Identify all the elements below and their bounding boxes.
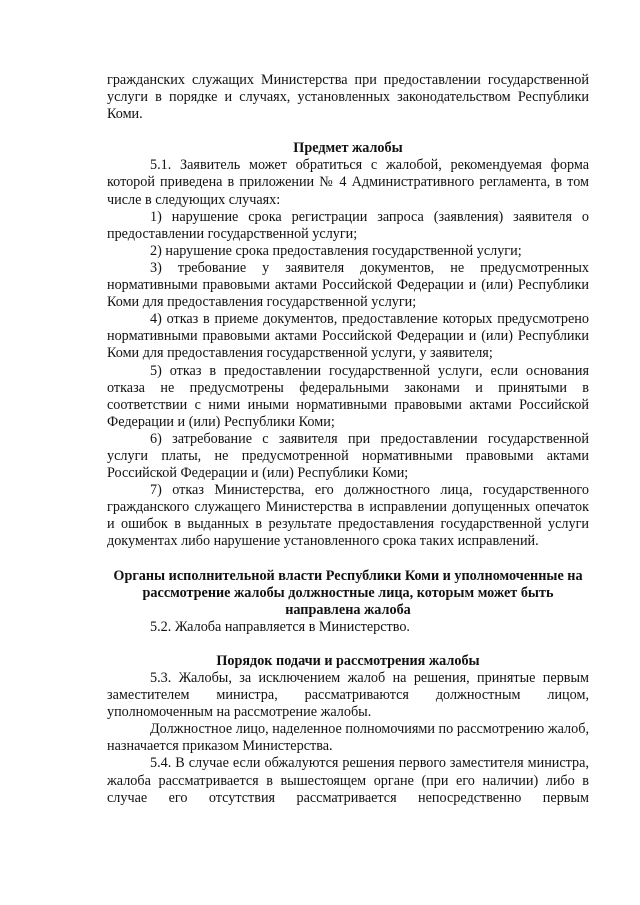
heading-authorities-line-3: направлена жалоба — [285, 601, 411, 618]
intro-paragraph: гражданских служащих Министерства при предоставлении государственной услуги в порядке и случаях, установленных законодательством Республики Коми. — [107, 72, 589, 123]
heading-filing-procedure: Порядок подачи и рассмотрения жалобы — [216, 652, 480, 669]
list-item: 1) нарушение срока регистрации запроса (заявления) заявителя о предоставлении государственной услуги; — [107, 208, 589, 242]
paragraph-5-1: 5.1. Заявитель может обратиться с жалобой, рекомендуемая форма которой приведена в приложении № 4 Административного регламента, в том числе в следующих случаях: — [107, 157, 589, 208]
list-item: 3) требование у заявителя документов, не предусмотренных нормативными правовыми актами Российской Федерации и (или) Республики Коми для предоставления государственной услуги; — [107, 259, 589, 311]
list-item: 7) отказ Министерства, его должностного лица, государственного гражданского служащего Министерства в исправлении допущенных опечаток и ошибок в выданных в результате предоставления государственной услуги документах либо нарушение установленного срока таких исправлений. — [107, 482, 589, 550]
heading-authorities-line-2: рассмотрение жалобы должностные лица, которым может быть — [142, 584, 554, 601]
list-item: 5) отказ в предоставлении государственной услуги, если основания отказа не предусмотрены федеральными законами и принятыми в соответствии с ними иными нормативными правовыми актами Российской Федерации и (или) Республики Коми; — [107, 362, 589, 430]
document-body — [107, 72, 589, 807]
heading-complaint-subject: Предмет жалобы — [293, 140, 403, 157]
paragraph-official: Должностное лицо, наделенное полномочиями по рассмотрению жалоб, назначается приказом Министерства. — [107, 721, 589, 755]
heading-authorities-line-1: Органы исполнительной власти Республики Коми и уполномоченные на — [113, 567, 583, 584]
list-item: 2) нарушение срока предоставления государственной услуги; — [150, 242, 522, 259]
paragraph-5-2: 5.2. Жалоба направляется в Министерство. — [150, 618, 410, 635]
paragraph-5-3: 5.3. Жалобы, за исключением жалоб на решения, принятые первым заместителем министра, рассматриваются должностным лицом, уполномоченным на рассмотрение жалобы. — [107, 670, 589, 721]
list-item: 4) отказ в приеме документов, предоставление которых предусмотрено нормативными правовыми актами Российской Федерации и (или) Республики Коми для предоставления государственной услуги, у заявителя; — [107, 311, 589, 362]
list-item: 6) затребование с заявителя при предоставлении государственной услуги платы, не предусмотренной нормативными правовыми актами Российской Федерации и (или) Республики Коми; — [107, 430, 589, 482]
paragraph-5-4: 5.4. В случае если обжалуются решения первого заместителя министра, жалоба рассматривается в вышестоящем органе (при его наличии) либо в случае его отсутствия рассматривается непосредственно первым — [107, 755, 589, 806]
